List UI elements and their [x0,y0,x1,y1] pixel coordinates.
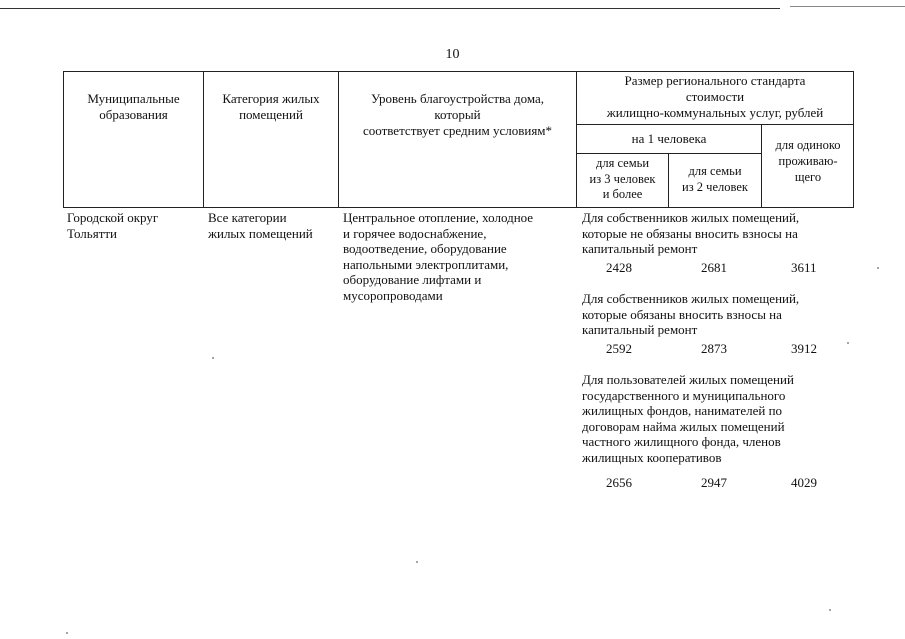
group-caption-3 [582,372,794,465]
header-line: из 3 человек [589,171,656,186]
cell-line: капитальный ремонт [582,241,698,256]
cell-line: Для пользователей жилых помещений [582,372,794,387]
cell-line: Городской округ [67,210,159,225]
top-rule [0,8,780,9]
header-line: для семьи [595,156,650,170]
value-family2: 2681 [701,260,727,275]
cell-line: которые не обязаны вносить взносы на [582,225,798,241]
cell-line: которые обязаны вносить взносы на [582,306,782,322]
header-family3 [577,156,668,203]
header-line: щего [794,170,822,184]
cell-line: оборудование лифтами и [343,272,482,287]
value-family2: 2947 [701,475,727,490]
scan-speck [847,342,849,344]
cell-line: государственного и муниципального [582,387,786,403]
header-line: Категория жилых [222,91,320,106]
cell-line: частного жилищного фонда, членов [582,434,781,449]
header-per-person: на 1 человека [631,131,707,146]
cell-line: Тольятти [67,225,118,241]
cell-line: жилищных кооперативов [582,449,722,465]
header-municipality [64,91,203,123]
rule-top [63,71,854,72]
scan-speck [829,609,831,611]
cell-line: мусоропроводами [343,287,443,303]
scan-speck [212,357,214,359]
header-line: для одиноко [775,138,841,152]
header-line: который [434,107,481,122]
scan-speck [416,561,418,563]
header-line: Размер регионального стандарта [624,73,806,88]
header-standard [577,73,853,121]
cell-line: договорам найма жилых помещений [582,418,785,434]
header-line: помещений [239,107,303,122]
value-single: 3611 [791,260,817,275]
scan-speck [877,267,879,269]
header-line: Уровень благоустройства дома, [370,91,545,106]
value-family3: 2428 [606,260,632,275]
cell-municipality [67,210,158,241]
rule-standard-under [576,124,854,125]
rule-header-bottom [63,207,854,208]
group-caption-2 [582,291,799,338]
header-category [204,91,338,123]
cell-category [208,210,313,241]
value-family3: 2592 [606,341,632,356]
header-line: образования [99,107,168,122]
header-line: из 2 человек [682,179,748,194]
scan-speck [66,632,68,634]
top-rule-fragment [790,6,905,7]
group-caption-1 [582,210,799,257]
header-line: жилищно-коммунальных услуг, рублей [606,105,824,120]
header-line: проживаю- [778,154,838,168]
cell-line: водоотведение, оборудование [343,241,507,256]
cell-line: жилых помещений [208,225,313,241]
cell-line: Для собственников жилых помещений, [582,210,800,225]
header-line: Муниципальные [87,91,180,106]
header-level [339,91,576,139]
cell-line: Для собственников жилых помещений, [582,291,800,306]
value-single: 4029 [791,475,817,490]
header-line: стоимости [685,89,745,104]
value-family2: 2873 [701,341,727,356]
header-single [762,137,854,185]
header-line: и более [602,187,643,201]
header-family2 [669,164,761,195]
cell-line: и горячее водоснабжение, [343,225,487,241]
cell-line: напольными электроплитами, [343,256,509,272]
cell-line: Все категории [208,210,287,225]
cell-level [343,210,533,303]
cell-line: Центральное отопление, холодное [343,210,534,225]
page-number: 10 [445,47,460,62]
header-line: соответствует средним условиям* [362,123,553,138]
header-line: для семьи [688,164,742,178]
value-single: 3912 [791,341,817,356]
value-family3: 2656 [606,475,632,490]
cell-line: жилищных фондов, нанимателей по [582,403,783,418]
cell-line: капитальный ремонт [582,322,698,337]
